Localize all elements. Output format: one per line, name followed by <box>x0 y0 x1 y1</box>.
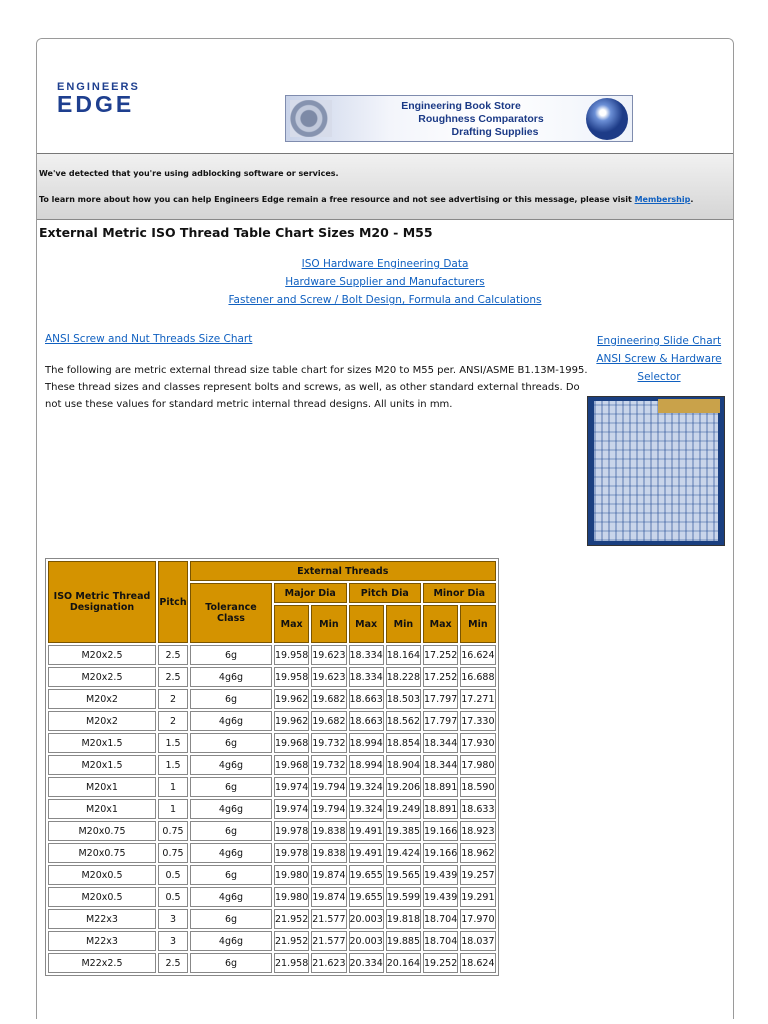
table-cell: 18.624 <box>460 953 495 973</box>
header-max: Max <box>274 605 309 643</box>
header-min: Min <box>386 605 421 643</box>
table-cell: 19.439 <box>423 865 458 885</box>
table-cell: M22x3 <box>48 931 156 951</box>
adblock-line2-end: . <box>690 195 694 204</box>
table-cell: M20x1.5 <box>48 755 156 775</box>
header-tolerance: Tolerance Class <box>190 583 272 643</box>
table-cell: 1 <box>158 799 188 819</box>
adblock-line1: We've detected that you're using adblocking software or services. <box>39 169 339 178</box>
table-cell: M20x1 <box>48 799 156 819</box>
header-minor-dia: Minor Dia <box>423 583 496 603</box>
table-cell: 17.930 <box>460 733 495 753</box>
table-cell: 18.334 <box>349 645 384 665</box>
table-cell: 2.5 <box>158 667 188 687</box>
table-row <box>48 843 496 863</box>
fastener-design-link[interactable]: Fastener and Screw / Bolt Design, Formula and Calculations <box>228 294 542 306</box>
table-cell: 16.624 <box>460 645 495 665</box>
table-cell: 2 <box>158 711 188 731</box>
table-cell: M20x2 <box>48 711 156 731</box>
table-cell: 20.003 <box>349 931 384 951</box>
table-cell: 17.252 <box>423 667 458 687</box>
ruler-graphic <box>658 399 720 413</box>
table-cell: 19.968 <box>274 755 309 775</box>
table-cell: 17.970 <box>460 909 495 929</box>
table-cell: 1 <box>158 777 188 797</box>
table-cell: 19.385 <box>386 821 421 841</box>
header-designation: ISO Metric Thread Designation <box>48 561 156 643</box>
table-cell: 4g6g <box>190 843 272 863</box>
table-cell: 18.891 <box>423 777 458 797</box>
header-min: Min <box>460 605 495 643</box>
table-cell: 19.291 <box>460 887 495 907</box>
table-cell: 19.324 <box>349 799 384 819</box>
table-cell: 2 <box>158 689 188 709</box>
table-row <box>48 667 496 687</box>
table-cell: 19.206 <box>386 777 421 797</box>
table-cell: 18.228 <box>386 667 421 687</box>
side-links <box>590 332 728 386</box>
table-cell: 19.732 <box>311 755 346 775</box>
table-cell: 2.5 <box>158 645 188 665</box>
description-text: The following are metric external thread size table chart for sizes M20 to M55 per. ANSI/ASME B1.13M-1995. These thread sizes and classes represent bolts and screws, as well, as other standard external threads. Do not use these values for standard metric internal thread designs. All units in mm. <box>45 365 588 410</box>
logo-line1: ENGINEERS <box>57 81 140 93</box>
banner-line: Roughness Comparators <box>418 113 544 125</box>
banner-line: Drafting Supplies <box>451 126 539 138</box>
table-cell: M20x1 <box>48 777 156 797</box>
table-cell: 18.037 <box>460 931 495 951</box>
header-external-threads: External Threads <box>190 561 496 581</box>
top-links <box>37 255 733 309</box>
header-pitch: Pitch <box>158 561 188 643</box>
table-cell: 21.577 <box>311 931 346 951</box>
table-cell: 17.271 <box>460 689 495 709</box>
iso-hardware-link[interactable]: ISO Hardware Engineering Data <box>301 258 469 270</box>
table-cell: 6g <box>190 689 272 709</box>
table-cell: 4g6g <box>190 667 272 687</box>
table-cell: 21.577 <box>311 909 346 929</box>
table-cell: M20x0.5 <box>48 865 156 885</box>
table-cell: 19.874 <box>311 865 346 885</box>
table-row <box>48 777 496 797</box>
adblock-line2 <box>39 178 731 204</box>
table-cell: 19.623 <box>311 645 346 665</box>
table-cell: 17.252 <box>423 645 458 665</box>
table-cell: 21.623 <box>311 953 346 973</box>
table-cell: M20x0.75 <box>48 843 156 863</box>
table-cell: 18.164 <box>386 645 421 665</box>
table-cell: 18.503 <box>386 689 421 709</box>
ansi-screw-nut-link[interactable]: ANSI Screw and Nut Threads Size Chart <box>45 333 253 345</box>
header-min: Min <box>311 605 346 643</box>
table-cell: 19.439 <box>423 887 458 907</box>
table-cell: 18.633 <box>460 799 495 819</box>
screw-hardware-link[interactable]: ANSI Screw & Hardware <box>596 353 722 365</box>
table-row <box>48 645 496 665</box>
adblock-line2-text: To learn more about how you can help Engineers Edge remain a free resource and not see advertising or this message, please visit <box>39 195 635 204</box>
table-row <box>48 755 496 775</box>
table-row <box>48 909 496 929</box>
table-cell: 21.952 <box>274 909 309 929</box>
table-cell: 18.994 <box>349 733 384 753</box>
hardware-supplier-link[interactable]: Hardware Supplier and Manufacturers <box>285 276 485 288</box>
thread-table-wrapper <box>45 558 499 976</box>
table-cell: 3 <box>158 909 188 929</box>
table-cell: 19.655 <box>349 887 384 907</box>
table-cell: 18.962 <box>460 843 495 863</box>
engineers-edge-logo[interactable] <box>57 82 140 115</box>
table-cell: 4g6g <box>190 799 272 819</box>
table-row <box>48 931 496 951</box>
table-cell: M20x1.5 <box>48 733 156 753</box>
table-cell: 0.5 <box>158 887 188 907</box>
table-cell: 18.904 <box>386 755 421 775</box>
table-cell: 18.344 <box>423 755 458 775</box>
table-cell: 18.663 <box>349 689 384 709</box>
adblock-notice <box>37 154 733 220</box>
table-cell: 20.334 <box>349 953 384 973</box>
table-cell: 17.797 <box>423 711 458 731</box>
table-cell: 21.952 <box>274 931 309 951</box>
table-cell: M20x0.75 <box>48 821 156 841</box>
table-cell: 6g <box>190 821 272 841</box>
header-max: Max <box>423 605 458 643</box>
table-cell: 4g6g <box>190 711 272 731</box>
table-cell: M22x2.5 <box>48 953 156 973</box>
table-row <box>48 799 496 819</box>
table-cell: 19.682 <box>311 711 346 731</box>
table-cell: 19.974 <box>274 777 309 797</box>
table-cell: 0.5 <box>158 865 188 885</box>
table-cell: 16.688 <box>460 667 495 687</box>
table-cell: 18.994 <box>349 755 384 775</box>
table-cell: 19.885 <box>386 931 421 951</box>
table-cell: 0.75 <box>158 821 188 841</box>
table-cell: 19.682 <box>311 689 346 709</box>
page-title: External Metric ISO Thread Table Chart Sizes M20 - M55 <box>39 225 433 240</box>
table-cell: 19.838 <box>311 821 346 841</box>
table-cell: 21.958 <box>274 953 309 973</box>
table-cell: 4g6g <box>190 931 272 951</box>
header-max: Max <box>349 605 384 643</box>
table-cell: 20.003 <box>349 909 384 929</box>
table-cell: 0.75 <box>158 843 188 863</box>
table-cell: 19.874 <box>311 887 346 907</box>
table-cell: 6g <box>190 865 272 885</box>
table-cell: 19.958 <box>274 667 309 687</box>
table-cell: 19.166 <box>423 843 458 863</box>
table-cell: 18.854 <box>386 733 421 753</box>
table-cell: 19.962 <box>274 689 309 709</box>
table-cell: 6g <box>190 909 272 929</box>
table-cell: 19.257 <box>460 865 495 885</box>
table-cell: M20x0.5 <box>48 887 156 907</box>
table-cell: 19.252 <box>423 953 458 973</box>
table-cell: M20x2.5 <box>48 645 156 665</box>
table-cell: 19.623 <box>311 667 346 687</box>
table-cell: 3 <box>158 931 188 951</box>
table-row <box>48 821 496 841</box>
table-cell: 1.5 <box>158 755 188 775</box>
table-cell: 6g <box>190 953 272 973</box>
table-cell: 19.324 <box>349 777 384 797</box>
logo-line2: EDGE <box>57 91 135 117</box>
table-cell: 19.980 <box>274 887 309 907</box>
table-cell: 18.562 <box>386 711 421 731</box>
table-cell: 6g <box>190 733 272 753</box>
table-row <box>48 733 496 753</box>
table-cell: 1.5 <box>158 733 188 753</box>
slide-chart-image[interactable] <box>587 396 725 546</box>
site-header <box>37 39 733 154</box>
table-cell: 18.334 <box>349 667 384 687</box>
slide-chart-link[interactable]: Engineering Slide Chart <box>596 335 722 347</box>
table-cell: 19.968 <box>274 733 309 753</box>
globe-icon <box>586 98 628 140</box>
banner-text <box>346 100 576 139</box>
table-cell: 19.794 <box>311 799 346 819</box>
table-body <box>48 645 496 973</box>
table-cell: 6g <box>190 645 272 665</box>
table-cell: 19.962 <box>274 711 309 731</box>
table-cell: 19.838 <box>311 843 346 863</box>
table-cell: 19.958 <box>274 645 309 665</box>
table-cell: 19.794 <box>311 777 346 797</box>
slide-chart-card <box>594 401 718 541</box>
table-cell: 19.978 <box>274 843 309 863</box>
header-pitch-dia: Pitch Dia <box>349 583 422 603</box>
table-cell: 18.590 <box>460 777 495 797</box>
table-cell: 4g6g <box>190 887 272 907</box>
table-row <box>48 865 496 885</box>
table-cell: 18.891 <box>423 799 458 819</box>
membership-link[interactable]: Membership <box>634 195 691 204</box>
table-cell: 4g6g <box>190 755 272 775</box>
table-cell: 17.797 <box>423 689 458 709</box>
table-cell: 17.330 <box>460 711 495 731</box>
gear-icon <box>290 100 332 137</box>
table-cell: 18.344 <box>423 733 458 753</box>
table-cell: 18.704 <box>423 909 458 929</box>
store-banner-ad[interactable] <box>285 95 633 142</box>
table-cell: 19.491 <box>349 821 384 841</box>
table-row <box>48 689 496 709</box>
table-cell: 19.565 <box>386 865 421 885</box>
table-cell: 19.732 <box>311 733 346 753</box>
header-major-dia: Major Dia <box>274 583 347 603</box>
table-cell: 17.980 <box>460 755 495 775</box>
banner-line: Engineering Book Store <box>401 100 521 112</box>
table-cell: 19.424 <box>386 843 421 863</box>
table-cell: 19.978 <box>274 821 309 841</box>
thread-table <box>45 558 499 976</box>
table-cell: 19.249 <box>386 799 421 819</box>
table-row <box>48 711 496 731</box>
table-cell: 20.164 <box>386 953 421 973</box>
table-cell: 18.663 <box>349 711 384 731</box>
table-row <box>48 887 496 907</box>
table-cell: M20x2.5 <box>48 667 156 687</box>
table-cell: 6g <box>190 777 272 797</box>
table-cell: 19.599 <box>386 887 421 907</box>
table-row <box>48 953 496 973</box>
table-cell: 2.5 <box>158 953 188 973</box>
table-cell: 19.974 <box>274 799 309 819</box>
table-cell: 18.704 <box>423 931 458 951</box>
table-cell: M20x2 <box>48 689 156 709</box>
table-cell: 19.655 <box>349 865 384 885</box>
table-cell: 19.491 <box>349 843 384 863</box>
table-cell: M22x3 <box>48 909 156 929</box>
selector-link[interactable]: Selector <box>637 371 681 383</box>
page-frame <box>36 38 734 1019</box>
table-cell: 19.818 <box>386 909 421 929</box>
table-cell: 19.980 <box>274 865 309 885</box>
table-cell: 18.923 <box>460 821 495 841</box>
table-cell: 19.166 <box>423 821 458 841</box>
